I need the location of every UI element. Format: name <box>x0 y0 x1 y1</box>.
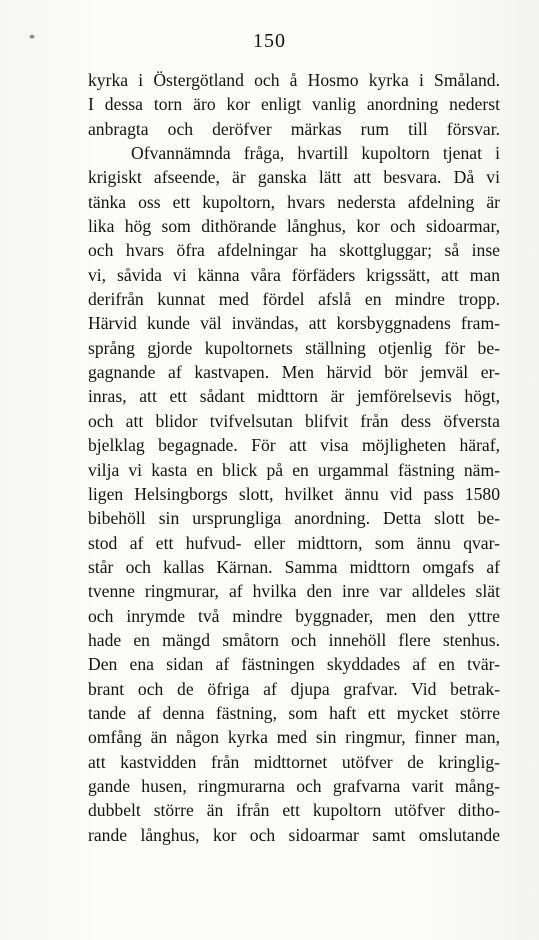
text-line: vi, såvida vi känna våra förfäders krigssätt, att man <box>88 264 500 285</box>
text-line: står och kallas Kärnan. Samma midttorn omgafs af <box>88 556 500 577</box>
text-line: gagnande af kastvapen. Men härvid bör jemväl er- <box>88 362 500 383</box>
text-line: tvenne ringmurar, af hvilka den inre var alldeles slät <box>88 581 500 602</box>
text-line: och att blidor tvifvelsutan blifvit från dess öfversta <box>88 410 500 431</box>
text-line: tande af denna fästning, som haft ett mycket större <box>88 702 500 723</box>
text-line: omfång än någon kyrka med sin ringmur, finner man, <box>88 727 500 748</box>
text-line: brant och de öfriga af djupa grafvar. Vid betrak- <box>88 678 500 699</box>
text-line: dubbelt större än ifrån ett kupoltorn utöfver ditho- <box>88 800 500 821</box>
text-line: att kastvidden från midttornet utöfver de kringlig- <box>88 751 500 772</box>
text-line: I dessa torn äro kor enligt vanlig anordning nederst <box>88 94 500 115</box>
text-line: inras, att ett sådant midttorn är jemförelsevis högt, <box>88 386 500 407</box>
text-line: vilja vi kasta en blick på en urgammal fästning näm- <box>88 459 500 480</box>
page-number: 150 <box>253 30 286 52</box>
paragraph-first-line: Ofvannämnda fråga, hvartill kupoltorn tjenat i <box>131 143 500 164</box>
text-line: krigiskt afseende, är ganska lätt att besvara. Då vi <box>88 167 500 188</box>
text-line: och inrymde två mindre byggnader, men den yttre <box>88 605 500 626</box>
text-line: lika hög som dithörande långhus, kor och sidoarmar, <box>88 216 500 237</box>
text-line: derifrån kunnat med fördel afslå en mindre tropp. <box>88 289 500 310</box>
text-line: Den ena sidan af fästningen skyddades af en tvär- <box>88 654 500 675</box>
text-line: ligen Helsingborgs slott, hvilket ännu vid pass 1580 <box>88 483 500 504</box>
text-line: rande långhus, kor och sidoarmar samt omslutande <box>88 824 500 845</box>
margin-mark: * <box>29 31 35 45</box>
text-line: språng gjorde kupoltornets ställning otjenlig för be- <box>88 337 500 358</box>
text-line: tänka oss ett kupoltorn, hvars nedersta afdelning är <box>88 191 500 212</box>
text-line: bibehöll sin ursprungliga anordning. Detta slott be- <box>88 508 500 529</box>
text-line: Härvid kunde väl invändas, att korsbyggnadens fram- <box>88 313 500 334</box>
text-line: anbragta och deröfver märkas rum till försvar. <box>88 118 500 139</box>
text-line: gande husen, ringmurarna och grafvarna varit mång- <box>88 775 500 796</box>
text-line: kyrka i Östergötland och å Hosmo kyrka i Småland. <box>88 70 500 90</box>
text-line: hade en mängd småtorn och innehöll flere stenhus. <box>88 629 500 650</box>
text-line: och hvars öfra afdelningar ha skottgluggar; så inse <box>88 240 500 261</box>
text-line: stod af ett hufvud- eller midttorn, som ännu qvar- <box>88 532 500 553</box>
body-text <box>88 68 500 847</box>
text-line: bjelklag begagnade. För att visa möjligheten häraf, <box>88 435 500 456</box>
